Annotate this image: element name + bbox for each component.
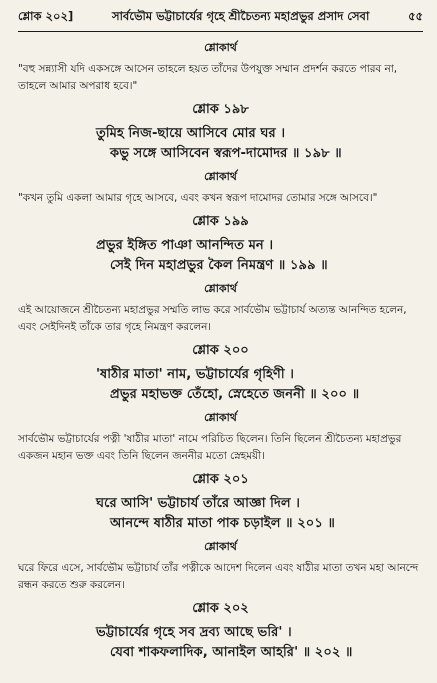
verse-199 — [18, 212, 423, 336]
verse-text — [18, 623, 423, 663]
translation-text: সার্বভৌম ভট্টাচার্যের পত্নী 'ষাঠীর মাতা' নামে পরিচিত ছিলেন। তিনি ছিলেন শ্রীচৈতন্য মহাপ্রভুর একজন মহান ভক্ত এবং তিনি ছিলেন জননীর মতো স্নেহময়ী। — [18, 433, 402, 462]
verse-label: শ্লোক ২০১ — [192, 472, 249, 487]
verse-202 — [18, 599, 423, 663]
verse-label: শ্লোক ১৯৯ — [192, 214, 249, 229]
verse-label: শ্লোক ২০০ — [192, 343, 249, 358]
running-header — [18, 8, 423, 32]
verse-text — [18, 124, 423, 164]
page-number: ৫৫ — [408, 9, 423, 23]
verse-text — [18, 365, 423, 405]
translation-text: ঘরে ফিরে এসে, সার্বভৌম ভট্টাচার্য তাঁর পত্নীকে আদেশ দিলেন এবং ষাঠীর মাতা তখন মহা আনন্দে রন্ধন করতে শুরু করলেন। — [18, 562, 419, 591]
verse-line: 'ষাঠীর মাতা' নাম, ভট্টাচার্যের গৃহিণী । — [96, 367, 294, 382]
header-verse-ref: শ্লোক ২০২] — [18, 9, 74, 23]
header-title: সার্বভৌম ভট্টাচার্যের গৃহে শ্রীচৈতন্য মহাপ্রভুর প্রসাদ সেবা — [111, 9, 370, 23]
translation-label: শ্লোকার্থ — [204, 411, 237, 424]
verse-label: শ্লোক ১৯৮ — [192, 102, 249, 117]
verse-line: ঘরে আসি' ভট্টাচার্য তাঁরে আজ্ঞা দিল । — [96, 496, 301, 511]
translation-label: শ্লোকার্থ — [204, 170, 237, 183]
verse-line: যেবা শাকফলাদিক, আনাইল আহরি' ॥ ২০২ ॥ — [110, 645, 353, 660]
verse-line: আনন্দে ষাঠীর মাতা পাক চড়াইল ॥ ২০১ ॥ — [110, 516, 335, 531]
verse-line: প্রভুর মহাভক্ত তেঁহো, স্নেহেতে জননী ॥ ২০০ ॥ — [110, 387, 360, 402]
translation-text: এই আয়োজনে শ্রীচৈতন্য মহাপ্রভুর সম্মতি লাভ করে সার্বভৌম ভট্টাচার্য অত্যন্ত আনন্দিত হলেন, এবং সেইদিনই তাঁকে তার গৃহে নিমন্ত্রণ করলেন। — [18, 304, 407, 333]
verse-200 — [18, 341, 423, 465]
verse-text — [18, 236, 423, 276]
verse-201 — [18, 470, 423, 594]
verse-line: সেই দিন মহাপ্রভুর কৈল নিমন্ত্রণ ॥ ১৯৯ ॥ — [110, 258, 328, 273]
translation-text: "বহু সন্ন্যাসী যদি একসঙ্গে আসেন তাহলে হয়ত তাঁদের উপযুক্ত সম্মান প্রদর্শন করতে পারব না, তাহলে আমার অপরাধ হবে।" — [18, 63, 398, 92]
verse-198 — [18, 100, 423, 207]
translation-text: "কখন তুমি একলা আমার গৃহে আসবে, এবং কখন স্বরূপ দামোদর তোমার সঙ্গে আসবে।" — [18, 192, 378, 204]
verse-line: ভট্টাচার্যের গৃহে সব দ্রব্য আছে ভরি' । — [96, 625, 292, 640]
intro-section — [18, 39, 423, 95]
verse-label: শ্লোক ২০২ — [192, 601, 249, 616]
verse-line: কভু সঙ্গে আসিবেন স্বরূপ-দামোদর ॥ ১৯৮ ॥ — [110, 146, 342, 161]
translation-label: শ্লোকার্থ — [204, 41, 237, 54]
translation-label: শ্লোকার্থ — [204, 540, 237, 553]
verse-text — [18, 494, 423, 534]
verse-line: প্রভুর ইঙ্গিত পাঞা আনন্দিত মন । — [96, 238, 274, 253]
verse-line: তুমিহ নিজ-ছায়ে আসিবে মোর ঘর । — [96, 126, 286, 141]
translation-label: শ্লোকার্থ — [204, 282, 237, 295]
